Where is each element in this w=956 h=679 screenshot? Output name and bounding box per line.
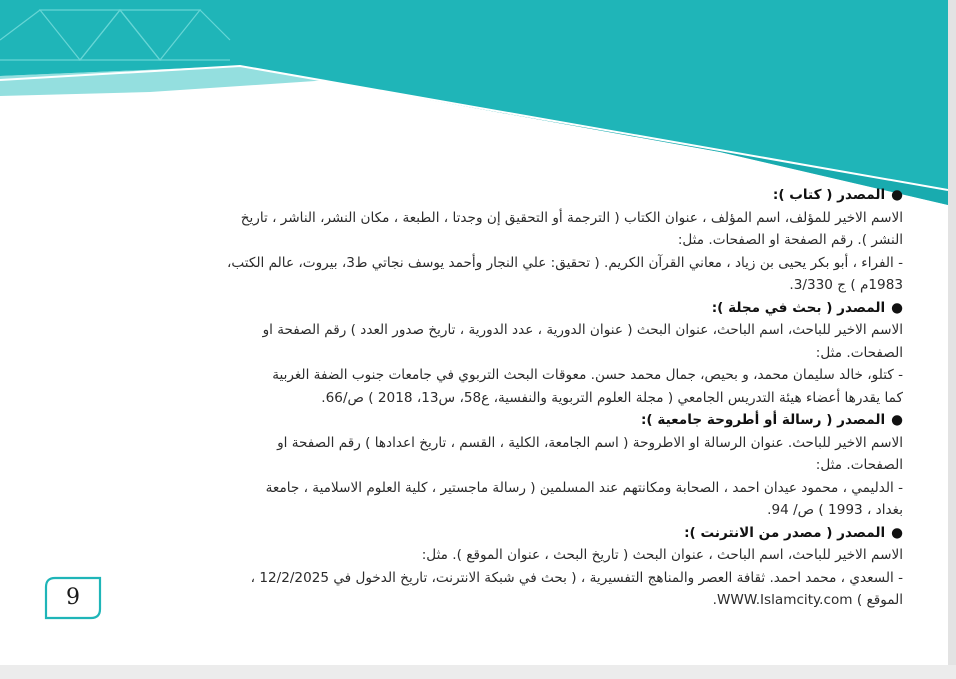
page-number: 9 xyxy=(66,585,80,610)
text-line: - الفراء ، أبو بكر يحيى بن زياد ، معاني القرآن الكريم. ( تحقيق: علي النجار وأحمد يوسف نجاتي ط3، بيروت، عالم الكتب، xyxy=(227,254,903,271)
section-heading-book: ●المصدر ( كتاب ): xyxy=(43,184,903,207)
text-line: 1983م ) ج 3/330. xyxy=(789,277,903,293)
viewer-edge xyxy=(948,0,956,679)
header-decoration xyxy=(0,0,948,215)
text-line: الاسم الاخير للباحث، اسم الباحث ، عنوان البحث ( تاريخ البحث ، عنوان الموقع ). مثل: xyxy=(421,547,903,563)
text-line: - الدليمي ، محمود عيدان احمد ، الصحابة ومكانتهم عند المسلمين ( رسالة ماجستير ، كلية العلوم الاسلامية ، جامعة xyxy=(265,479,903,496)
section-heading-journal: ●المصدر ( بحث في مجلة ): xyxy=(43,297,903,320)
text-line: الاسم الاخير للباحث. عنوان الرسالة او الاطروحة ( اسم الجامعة، الكلية ، القسم ، تاريخ اعدادها ) رقم الصفحة او xyxy=(277,434,903,451)
bullet-icon: ● xyxy=(891,412,903,428)
page-number-badge xyxy=(43,575,103,621)
section-heading-internet: ●المصدر ( مصدر من الانترنت ): xyxy=(43,522,903,545)
citation-guide xyxy=(43,184,903,612)
text-line: كما يقدرها أعضاء هيئة التدريس الجامعي ( مجلة العلوم التربوية والنفسية، ع58، س13، 2018 ) ص/66. xyxy=(321,389,903,406)
text-line: - كتلو، خالد سليمان محمد، و بحيص، جمال محمد حسن. معوقات البحث التربوي في جامعات جنوب الضفة الغربية xyxy=(272,367,903,383)
viewer-bottom xyxy=(0,665,956,679)
text-line: الاسم الاخير للباحث، اسم الباحث، عنوان البحث ( عنوان الدورية ، عدد الدورية ، تاريخ صدور العدد ) رقم الصفحة او xyxy=(262,322,903,338)
text-line: - السعدي ، محمد احمد. ثقافة العصر والمناهج التفسيرية ، ( بحث في شبكة الانترنت، تاريخ الدخول في 12/2/2025 ، xyxy=(250,569,903,586)
bullet-icon: ● xyxy=(891,299,903,316)
text-line: بغداد ، 1993 ) ص/ 94. xyxy=(767,502,903,518)
text-line: الصفحات. مثل: xyxy=(815,344,903,361)
text-line: الموقع ) WWW.Islamcity.com. xyxy=(712,592,903,608)
text-line: النشر ). رقم الصفحة او الصفحات. مثل: xyxy=(677,232,903,248)
bullet-icon: ● xyxy=(891,524,903,541)
bullet-icon: ● xyxy=(891,187,903,203)
section-heading-thesis: ●المصدر ( رسالة أو أطروحة جامعية ): xyxy=(43,409,903,432)
text-line: الاسم الاخير للمؤلف، اسم المؤلف ، عنوان الكتاب ( الترجمة أو التحقيق إن وجدتا ، الطبعة ، مكان النشر، الناشر ، تاريخ xyxy=(240,209,903,226)
text-line: الصفحات. مثل: xyxy=(815,457,903,473)
